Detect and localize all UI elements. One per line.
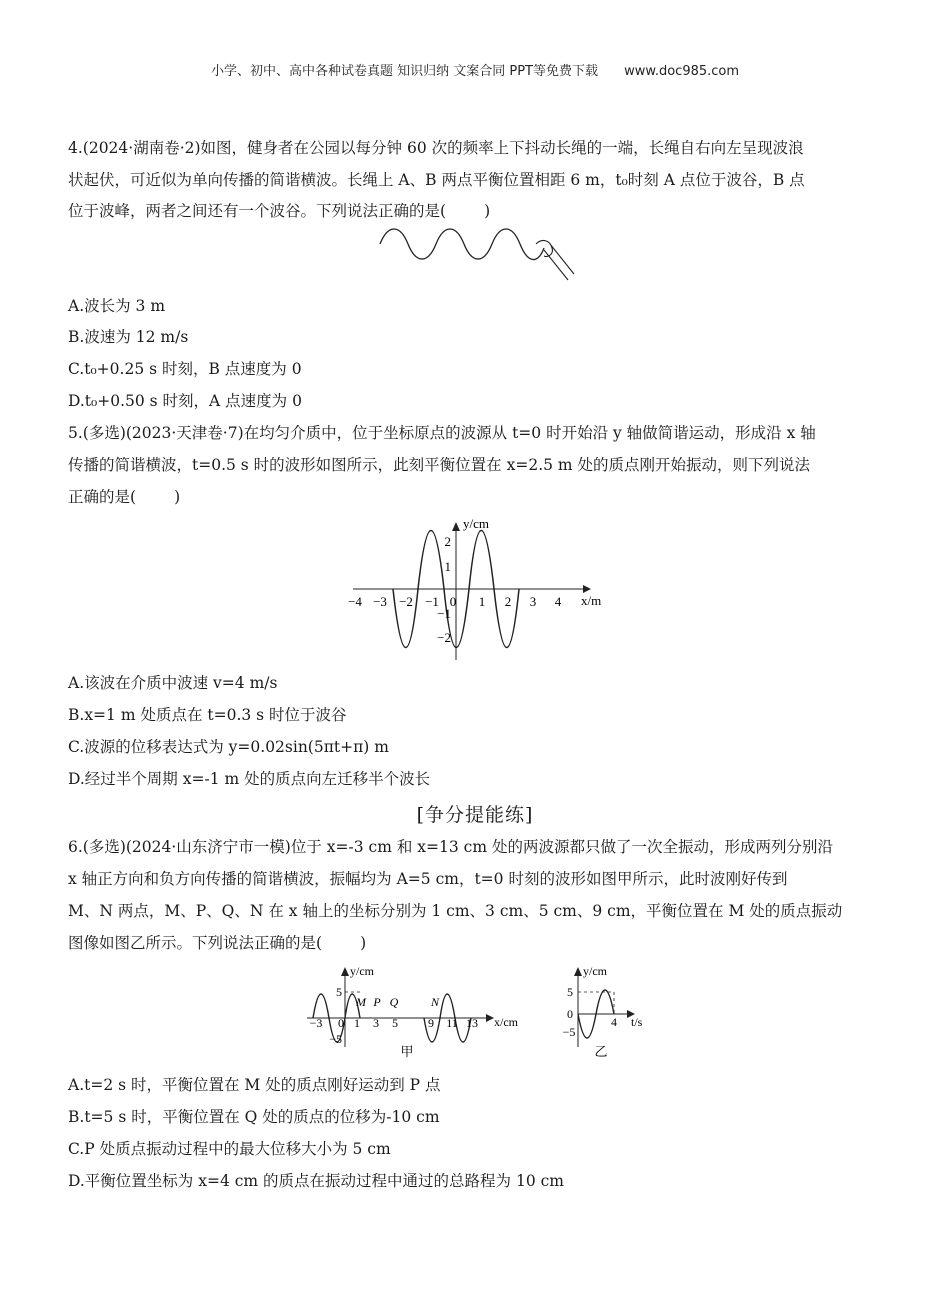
q5-line-2: 传播的简谐横波，t=0.5 s 时的波形如图所示，此刻平衡位置在 x=2.5 m 处的质点刚开始振动，则下列说法 — [68, 456, 811, 474]
q5-option-b: B.x=1 m 处质点在 t=0.3 s 时位于波谷 — [68, 706, 347, 724]
x-tick: 1 — [478, 594, 486, 609]
t-tick: 0 — [567, 1007, 573, 1021]
x-axis-arrow — [486, 1014, 494, 1022]
x-tick: 11 — [446, 1016, 458, 1030]
q5-wave-graph — [345, 515, 615, 665]
y-axis-arrow — [574, 967, 582, 976]
q6-graph-jia — [300, 960, 530, 1065]
t-axis-label: t/s — [631, 1015, 643, 1029]
rope-wave-figure — [378, 222, 578, 287]
x-tick: 3 — [373, 1016, 379, 1030]
point-m: M — [356, 995, 366, 1009]
q5-option-a: A.该波在介质中波速 v=4 m/s — [68, 674, 278, 692]
q6-option-c: C.P 处质点振动过程中的最大位移大小为 5 cm — [68, 1140, 391, 1158]
y-tick: −2 — [437, 630, 451, 645]
x-tick: −2 — [399, 594, 413, 609]
point-p: P — [373, 995, 381, 1009]
header-url: www.doc985.com — [624, 64, 740, 79]
q4-line-3: 位于波峰，两者之间还有一个波谷。下列说法正确的是( ) — [68, 202, 491, 220]
x-tick: −1 — [425, 594, 439, 609]
q5-option-c: C.波源的位移表达式为 y=0.02sin(5πt+π) m — [68, 738, 389, 756]
caption-yi: 乙 — [594, 1044, 608, 1059]
q4-line-2: 状起伏，可近似为单向传播的简谐横波。长绳上 A、B 两点平衡位置相距 6 m，t₀时刻 A 点位于波谷，B 点 — [68, 171, 805, 189]
q4-option-c: C.t₀+0.25 s 时刻，B 点速度为 0 — [68, 360, 302, 378]
y-tick: 5 — [336, 985, 342, 999]
x-tick: 2 — [504, 594, 512, 609]
q6-option-d: D.平衡位置坐标为 x=4 cm 的质点在振动过程中通过的总路程为 10 cm — [68, 1172, 565, 1190]
q6-option-b: B.t=5 s 时，平衡位置在 Q 处的质点的位移为-10 cm — [68, 1108, 440, 1126]
q6-line-4: 图像如图乙所示。下列说法正确的是( ) — [68, 934, 367, 952]
y-axis-label: y/cm — [583, 964, 607, 978]
x-tick: 3 — [529, 594, 537, 609]
x-tick: 0 — [338, 1016, 344, 1030]
y-tick: 1 — [444, 559, 451, 574]
y-tick: −1 — [437, 606, 451, 621]
q6-line-2: x 轴正方向和负方向传播的简谐横波，振幅均为 A=5 cm，t=0 时刻的波形如图甲所示，此时波刚好传到 — [68, 870, 788, 888]
x-tick: 13 — [466, 1016, 478, 1030]
page-header — [0, 60, 950, 79]
q6-line-3: M、N 两点，M、P、Q、N 在 x 轴上的坐标分别为 1 cm、3 cm、5 cm、9 cm，平衡位置在 M 处的质点振动 — [68, 902, 843, 920]
q5-line-3: 正确的是( ) — [68, 488, 181, 506]
y-tick: −5 — [329, 1032, 342, 1046]
y-tick: −5 — [562, 1025, 576, 1039]
x-axis-label: x/m — [581, 593, 602, 608]
caption-jia: 甲 — [400, 1044, 414, 1059]
x-tick: 0 — [449, 594, 457, 609]
y-axis-arrow — [452, 522, 460, 531]
header-text: 小学、初中、高中各种试卷真题 知识归纳 文案合同 PPT等免费下载 — [210, 64, 598, 79]
y-axis-label: y/cm — [350, 964, 374, 978]
point-n: N — [430, 995, 440, 1009]
y-axis-arrow — [341, 967, 349, 976]
x-tick: 1 — [354, 1016, 360, 1030]
q4-option-d: D.t₀+0.50 s 时刻，A 点速度为 0 — [68, 392, 302, 410]
section-title: [争分提能练] — [416, 804, 534, 826]
t-tick: 4 — [611, 1015, 617, 1029]
x-axis-label: x/cm — [494, 1015, 518, 1029]
q5-option-d: D.经过半个周期 x=-1 m 处的质点向左迁移半个波长 — [68, 770, 431, 788]
rope-wave — [380, 229, 544, 260]
q5-line-1: 5.(多选)(2023·天津卷·7)在均匀介质中，位于坐标原点的波源从 t=0 时开始沿 y 轴做简谐运动，形成沿 x 轴 — [68, 424, 816, 442]
q6-option-a: A.t=2 s 时，平衡位置在 M 处的质点刚好运动到 P 点 — [68, 1076, 441, 1094]
x-tick: 5 — [392, 1016, 398, 1030]
x-tick: −3 — [373, 594, 387, 609]
point-q: Q — [389, 995, 399, 1009]
x-tick: 9 — [428, 1016, 434, 1030]
x-tick-labels — [348, 594, 562, 609]
y-axis-label: y/cm — [463, 516, 489, 531]
hand-icon — [536, 241, 574, 280]
y-tick: 2 — [444, 534, 451, 549]
q6-line-1: 6.(多选)(2024·山东济宁市一模)位于 x=-3 cm 和 x=13 cm 处的两波源都只做了一次全振动，形成两列分别沿 — [68, 838, 833, 856]
x-tick: 4 — [554, 594, 562, 609]
q6-graph-yi — [555, 960, 665, 1065]
x-tick: −3 — [309, 1016, 323, 1030]
q4-line-1: 4.(2024·湖南卷·2)如图，健身者在公园以每分钟 60 次的频率上下抖动长绳的一端，长绳自右向左呈现波浪 — [68, 139, 804, 157]
y-tick: 5 — [567, 985, 573, 999]
x-axis-arrow — [583, 585, 591, 593]
q4-option-a: A.波长为 3 m — [68, 297, 166, 315]
q4-option-b: B.波速为 12 m/s — [68, 328, 189, 346]
x-tick: −4 — [348, 594, 362, 609]
